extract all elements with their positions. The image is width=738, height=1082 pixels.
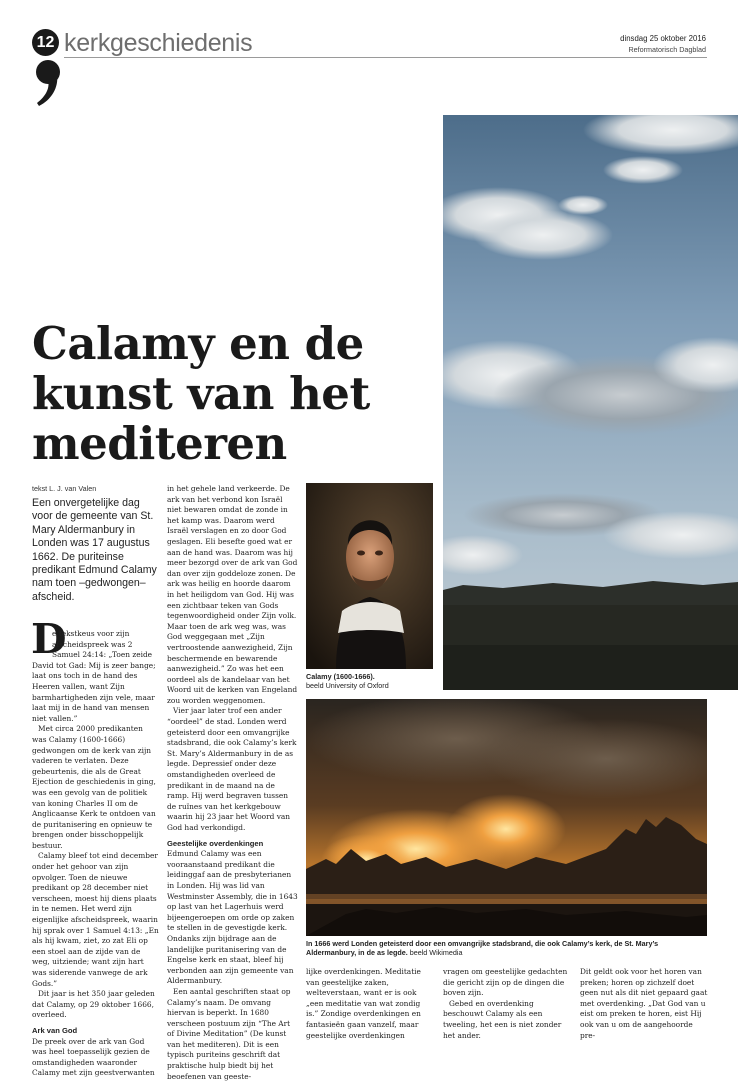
portrait-credit: beeld University of Oxford <box>306 681 389 691</box>
great-fire-painting <box>306 699 707 936</box>
headline <box>32 319 412 469</box>
paragraph: e tekstkeus voor zijn afscheidspreek was 2 Samuel 24:14: „Toen zeide David tot Gad: Mij is zeer bange; laat ons toch in de hand des Heeren vallen, want Zijn barmhartigheden zijn vele, maar laat mij in de hand van mensen niet vallen.” <box>32 629 156 723</box>
paragraph: Gebed en overdenking beschouwt Calamy als een tweeling, het een is niet zonder het ander. <box>443 998 562 1040</box>
paragraph: vragen om geestelijke gedachten die gericht zijn op de dingen die boven zijn. <box>443 967 568 998</box>
paragraph: Dit geldt ook voor het horen van preken; horen op zichzelf doet geen nut als dit niet gepaard gaat met overdenking. „Dat God van u eist om preken te horen, eist Hij ook van u om de aangehoorde pre- <box>580 967 708 1040</box>
fire-caption-title: In 1666 werd Londen geteisterd door een omvangrijke stadsbrand, die ook Calamy’s kerk, de St. Mary’s Aldermanbury, in de as legde. <box>306 939 659 958</box>
paragraph: in het gehele land verkeerde. De ark van het verbond kon Israël niet bewaren omdat de zonde in het kamp was. Daarom werd Israël verslagen en zo door God geslagen. Eli besefte goed wat er aan de hand was. Daarom was hij meer bezorgd over de ark van God dan over zijn goddeloze zonen. De ark was heilig en hoorde daarom in het heiligdom van God. Hij was een zichtbaar teken van Gods tegenwoordigheid onder Zijn volk. Maar toen de ark weg was, was God weggegaan met „Zijn vertroostende aanwezigheid, Zijn beschermende en bewarende aanwezigheid.” Zo was het een oordeel als de kandelaar van het Woord uit de kerken van Engeland zou worden weggenomen. <box>167 484 298 705</box>
drop-cap: D <box>31 615 67 663</box>
fire-credit: beeld Wikimedia <box>409 948 463 958</box>
intro-paragraph: Een onvergetelijke dag voor de gemeente van St. Mary Aldermanbury in Londen was 17 augustus 1662. De puriteinse predikant Edmund Calamy nam toen –gedwongen– afscheid. <box>32 497 157 603</box>
comma-mark-icon <box>33 58 63 108</box>
publication-name: Reformatorisch Dagblad <box>628 45 706 54</box>
column-1 <box>32 629 159 1079</box>
paragraph: Edmund Calamy was een vooraanstaand predikant die leidinggaf aan de presbyterianen in Londen. Hij was lid van Westminster Assembly, die in 1643 op last van het Lagerhuis werd bijeengeroepen om orde op zaken te stellen in de gevestigde kerk. Ondanks zijn bijdrage aan de landelijke puritanisering van de Engelse kerk en staat, bleef hij verbonden aan zijn gemeente van Aldermanbury. <box>167 849 298 986</box>
paragraph: lijke overdenkingen. Meditatie van geestelijke zaken, welteverstaan, want er is ook „een meditatie van wat zondig is.” Zondige overdenkingen en fantasieën gaan vanzelf, maar geestelijke overdenkingen <box>306 967 421 1040</box>
subheading: Geestelijke overdenkingen <box>167 838 264 848</box>
byline: tekst L. J. van Valen <box>32 484 97 493</box>
paragraph: Een aantal geschriften staat op Calamy’s naam. De omvang hiervan is beperkt. In 1680 verscheen postuum zijn “The Art of Divine Meditation” (De kunst van het mediteren). Dit is een typisch puriteins geschrift dat praktische hulp biedt bij het beoefenen van geeste- <box>167 986 291 1081</box>
paragraph: Calamy bleef tot eind december onder het gehoor van zijn opvolger. Toen de nieuwe predikant op 28 december niet verscheen, moest hij diens plaats in te nemen. Het werd zijn eigenlijke afscheidspreek, waarin hij sprak over 1 Samuel 4:13: „En als hij kwam, ziet, zo zat Eli op een stoel aan de zijde van de weg, uitziende; want zijn hart was siderende vanwege de ark Gods.” <box>32 851 159 988</box>
column-2 <box>167 484 298 1082</box>
fire-caption <box>306 939 708 958</box>
page-number: 12 <box>36 34 55 51</box>
subheading: Ark van God <box>32 1025 78 1035</box>
headline-line-2: kunst van het <box>32 367 370 420</box>
portrait-caption-title: Calamy (1600-1666). <box>306 672 375 681</box>
section-title: kerkgeschiedenis <box>64 29 253 57</box>
paragraph: Vier jaar later trof een ander “oordeel” de stad. Londen werd geteisterd door een omvangrijke stadsbrand, die ook Calamy’s kerk St. Mary’s Aldermanbury in de as legde. Depressief onder deze omstandigheden overleed de predikant in de maand na de ramp. Hij werd begraven tussen de ruïnes van het kerkgebouw waarin hij 23 jaar het Woord van God had verkondigd. <box>167 706 297 832</box>
paragraph: Dit jaar is het 350 jaar geleden dat Calamy, op 29 oktober 1666, overleed. <box>32 989 155 1020</box>
column-5 <box>580 967 708 1041</box>
headline-line-3: mediteren <box>32 417 287 470</box>
headline-line-1: Calamy en de <box>32 317 364 370</box>
paragraph: De preek over de ark van God was heel toepasselijk gezien de omstandigheden waaronder Calamy met zijn geestverwanten <box>32 1036 155 1078</box>
calamy-portrait <box>306 483 433 669</box>
portrait-caption <box>306 672 433 691</box>
issue-date: dinsdag 25 oktober 2016 <box>620 34 706 43</box>
sky-landscape-photo <box>443 115 738 690</box>
drop-cap-spacer <box>32 629 52 659</box>
header-rule <box>64 57 707 58</box>
column-3 <box>306 967 433 1041</box>
column-4 <box>443 967 571 1041</box>
paragraph: Met circa 2000 predikanten was Calamy (1600-1666) gedwongen om de kerk van zijn vaderen te verlaten. Deze gebeurtenis, die als de Great Ejection de geschiedenis in ging, was een gevolg van de politiek van koning Charles II om de Anglicaanse Kerk te ontdoen van de puritanisering en opnieuw te brengen onder bisschoppelijk bestuur. <box>32 724 156 850</box>
